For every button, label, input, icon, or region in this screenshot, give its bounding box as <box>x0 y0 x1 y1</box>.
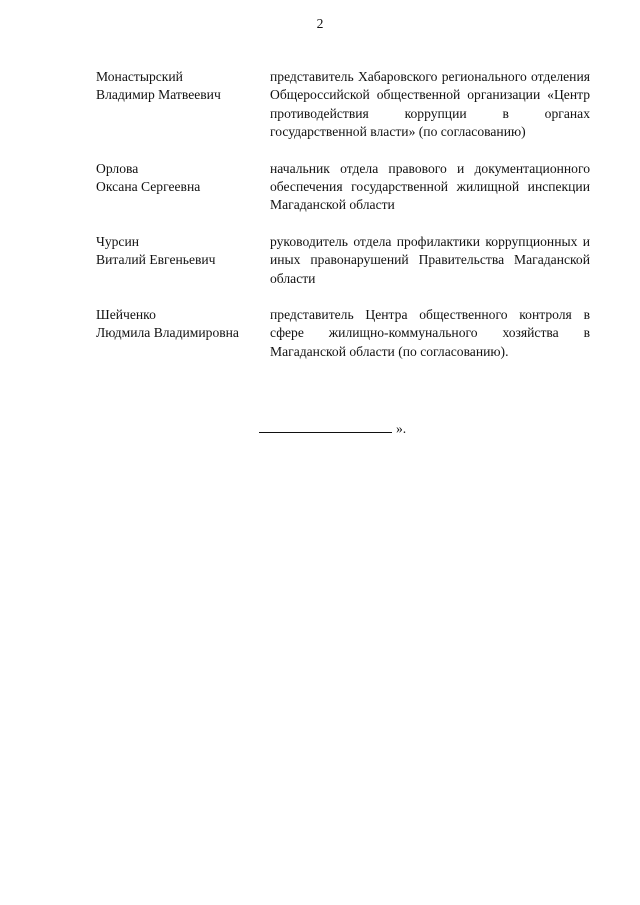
member-surname: Орлова <box>96 160 139 176</box>
member-given-names: Виталий Евгеньевич <box>96 252 216 268</box>
member-surname: Монастырский <box>96 69 183 84</box>
member-role: представитель Хабаровского регионального отделения Общероссийской общественной организации «Центр противодействия коррупции в органах государственной власти» (по согласованию) <box>270 69 590 140</box>
member-row <box>96 68 590 142</box>
member-given-names: Людмила Владимировна <box>96 325 239 341</box>
member-given-names: Оксана Сергеевна <box>96 179 201 195</box>
member-role: представитель Центра общественного контроля в сфере жилищно-коммунального хозяйства в Магаданской области (по согласованию). <box>270 307 590 359</box>
member-row <box>96 306 590 361</box>
member-name <box>96 233 270 288</box>
member-row <box>96 233 590 288</box>
member-role: руководитель отдела профилактики коррупционных и иных правонарушений Правительства Магаданской области <box>270 233 590 286</box>
member-name <box>96 160 270 215</box>
member-name <box>96 306 270 361</box>
member-surname: Чурсин <box>96 233 140 249</box>
member-surname: Шейченко <box>96 307 156 323</box>
closing-quote-mark: ». <box>396 421 407 436</box>
member-name <box>96 68 270 142</box>
page-number: 2 <box>316 16 324 31</box>
member-role: начальник отдела правового и документационного обеспечения государственной жилищной инспекции Магаданской области <box>270 160 590 213</box>
member-row <box>96 160 590 215</box>
member-given-names: Владимир Матвеевич <box>96 87 221 103</box>
closing-line <box>259 420 406 438</box>
closing-rule <box>259 431 392 433</box>
commission-members-list <box>96 68 590 379</box>
